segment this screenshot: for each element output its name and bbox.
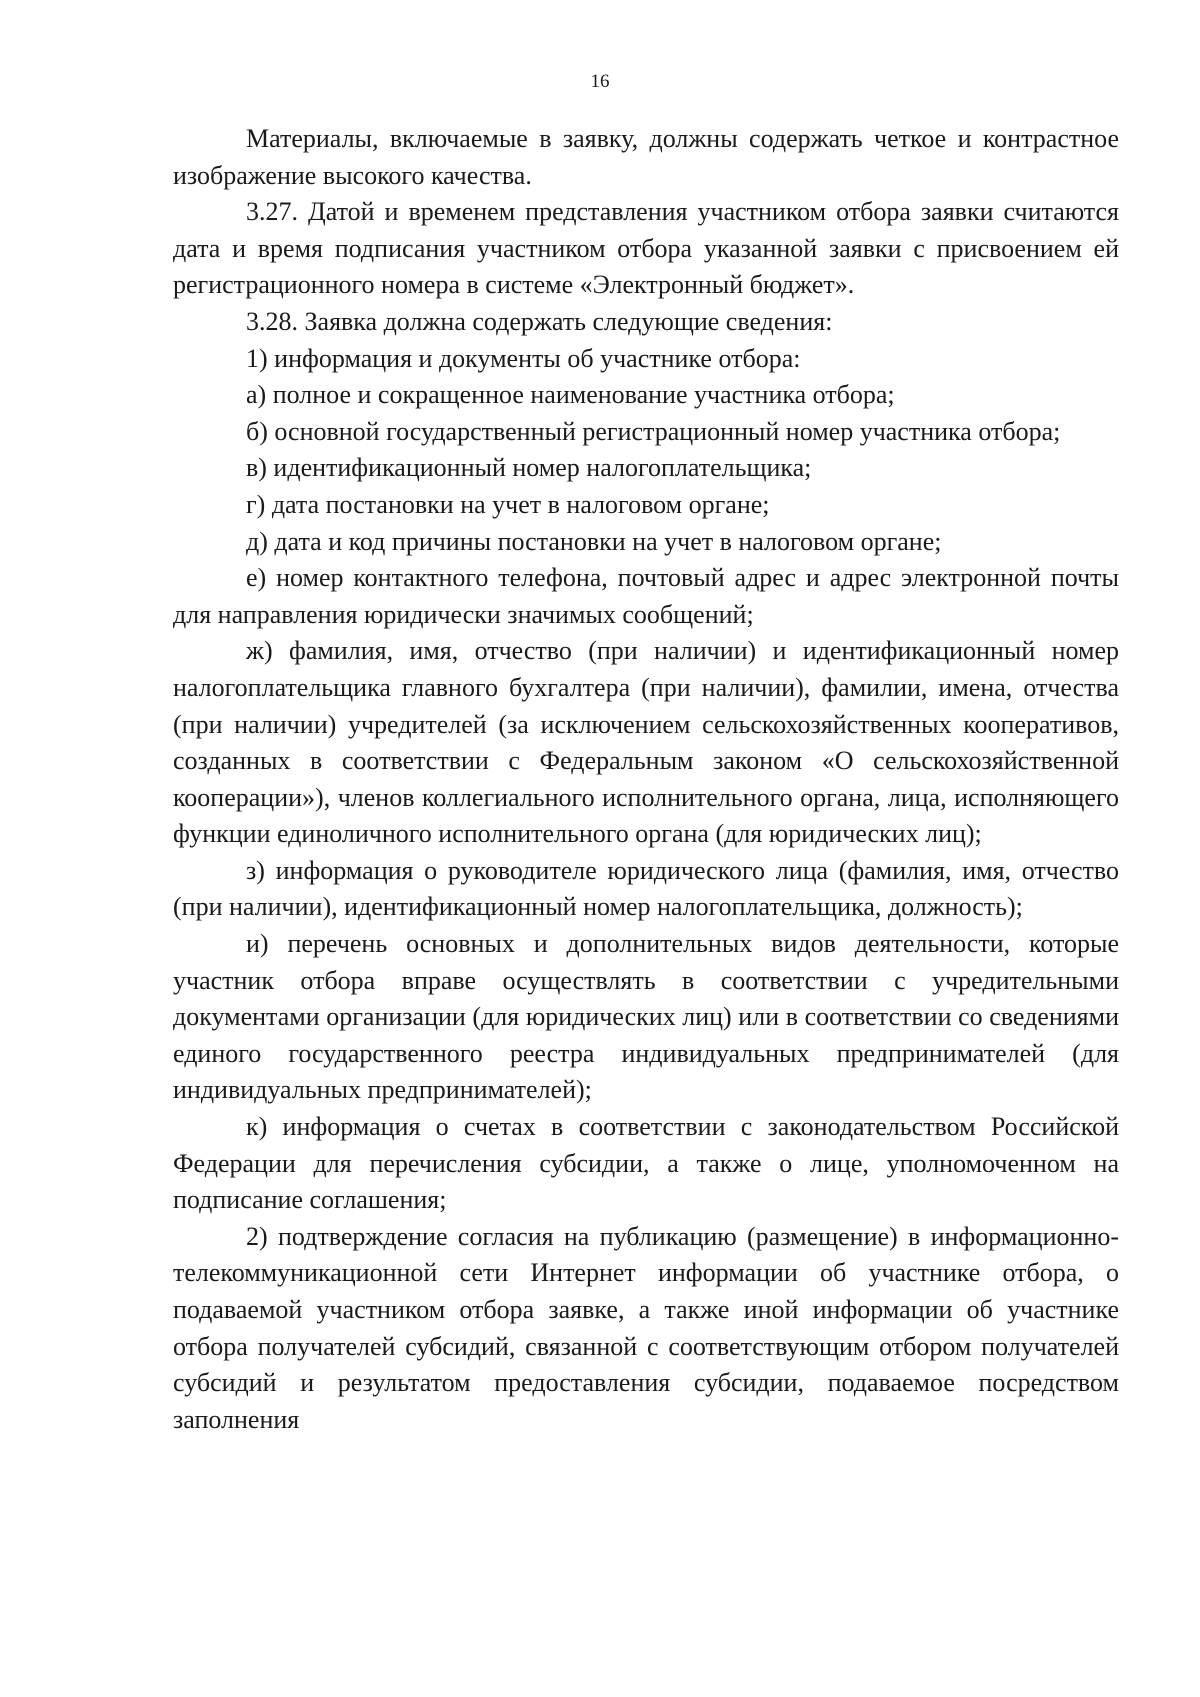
- paragraph-item-zh: ж) фамилия, имя, отчество (при наличии) и идентификационный номер налогоплательщика главного бухгалтера (при наличии), фамилии, имена, отчества (при наличии) учредителей (за исключением сельскохозяйственных кооперативов, созданных в соответствии с Федеральным законом «О сельскохозяйственной кооперации»), членов коллегиального исполнительного органа, лица, исполняющего функции единоличного исполнительного органа (для юридических лиц);: [173, 636, 1119, 849]
- paragraph-item-e: е) номер контактного телефона, почтовый адрес и адрес электронной почты для направления юридически значимых сообщений;: [173, 563, 1119, 629]
- paragraph-item-g: г) дата постановки на учет в налоговом органе;: [246, 489, 770, 519]
- paragraph-3-27: 3.27. Датой и временем представления участником отбора заявки считаются дата и время подписания участником отбора указанной заявки с присвоением ей регистрационного номера в системе «Электронный бюджет».: [173, 197, 1119, 300]
- paragraph-item-2: 2) подтверждение согласия на публикацию (размещение) в информационно-телекоммуникационной сети Интернет информации об участнике отбора, о подаваемой участником отбора заявке, а также иной информации об участнике отбора получателей субсидий, связанной с соответствующим отбором получателей субсидий и результатом предоставления субсидии, подаваемое посредством заполнения: [173, 1221, 1119, 1434]
- paragraph-item-a: а) полное и сокращенное наименование участника отбора;: [246, 380, 895, 410]
- paragraph-item-d: д) дата и код причины постановки на учет в налоговом органе;: [246, 526, 942, 556]
- paragraph-materials: Материалы, включаемые в заявку, должны содержать четкое и контрастное изображение высокого качества.: [173, 124, 1119, 190]
- paragraph-item-1: 1) информация и документы об участнике отбора:: [246, 343, 801, 373]
- page-number: 16: [590, 71, 610, 92]
- paragraph-item-v: в) идентификационный номер налогоплательщика;: [246, 453, 812, 483]
- paragraph-item-b: б) основной государственный регистрационный номер участника отбора;: [246, 416, 1061, 446]
- document-body: [173, 121, 1119, 1438]
- paragraph-3-28: 3.28. Заявка должна содержать следующие сведения:: [246, 306, 833, 336]
- paragraph-item-i: и) перечень основных и дополнительных видов деятельности, которые участник отбора вправе осуществлять в соответствии с учредительными документами организации (для юридических лиц) или в соответствии со сведениями единого государственного реестра индивидуальных предпринимателей (для индивидуальных предпринимателей);: [173, 929, 1119, 1105]
- paragraph-item-z: з) информация о руководителе юридического лица (фамилия, имя, отчество (при наличии), идентификационный номер налогоплательщика, должность);: [173, 855, 1119, 922]
- paragraph-item-k: к) информация о счетах в соответствии с законодательством Российской Федерации для перечисления субсидии, а также о лице, уполномоченном на подписание соглашения;: [173, 1112, 1119, 1215]
